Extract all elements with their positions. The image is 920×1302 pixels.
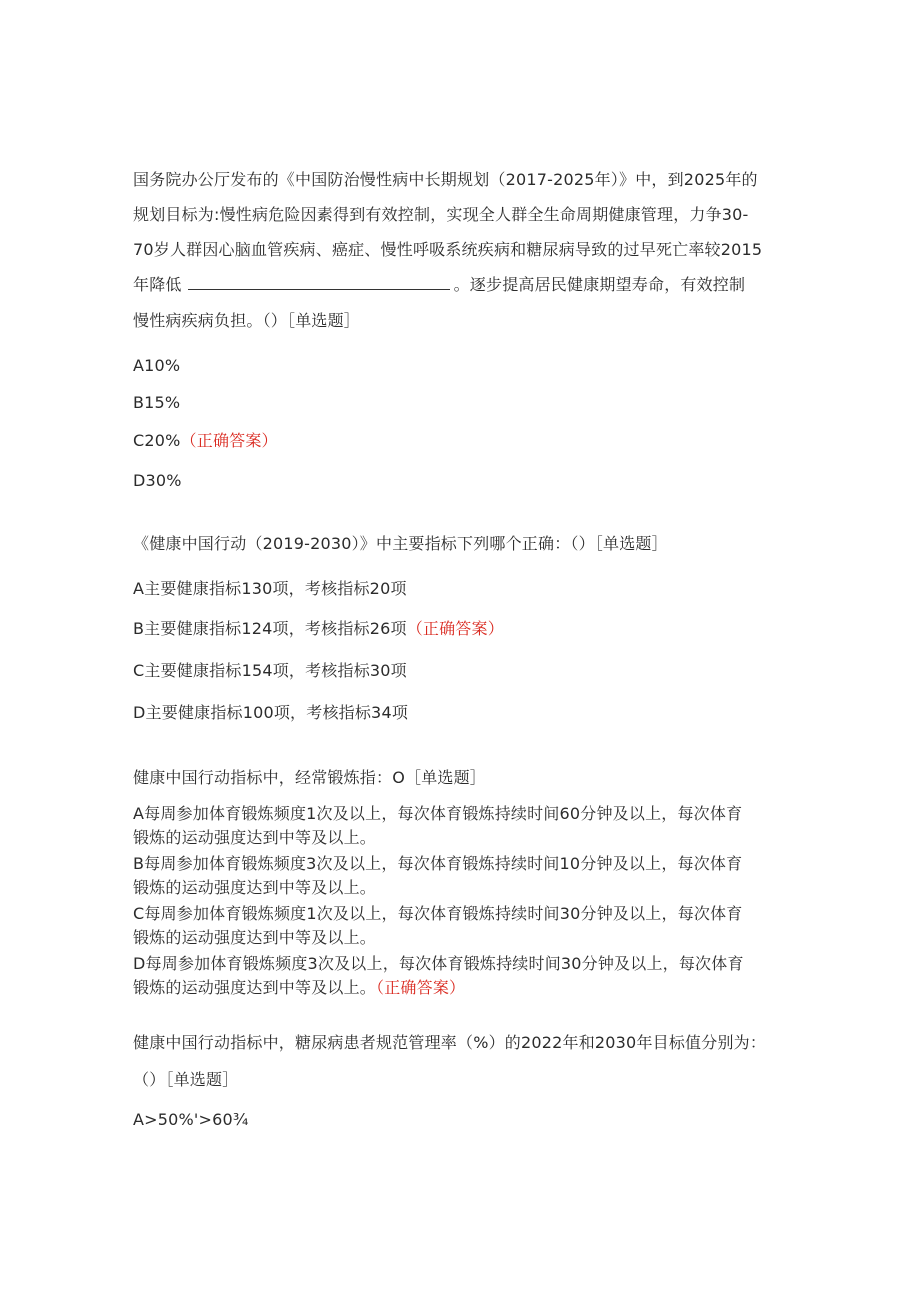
fill-in-blank-line — [188, 275, 450, 290]
correct-answer-mark: （正确答案） — [180, 431, 278, 450]
q1-option-a: A10% — [133, 356, 181, 375]
q2-option-d: D主要健康指标100项，考核指标34项 — [133, 703, 409, 722]
correct-answer-mark: （正确答案） — [406, 619, 504, 638]
q1-stem-line-3: 70岁人群因心脑血管疾病、癌症、慢性呼吸系统疾病和糖尿病导致的过早死亡率较2015 — [133, 240, 763, 259]
q1-stem-line-4 — [133, 274, 745, 296]
q3-option-d-line-2 — [133, 977, 465, 999]
q1-option-b: B15% — [133, 393, 181, 412]
q1-stem-line-5: 慢性病疾病负担。（）［单选题］ — [133, 311, 361, 330]
q4-stem-line-1: 健康中国行动指标中，糖尿病患者规范管理率（%）的2022年和2030年目标值分别为： — [133, 1033, 767, 1052]
q1-option-c-text: C20% — [133, 431, 181, 450]
q3-option-c-line-2: 锻炼的运动强度达到中等及以上。 — [133, 928, 377, 947]
q1-stem-line-2: 规划目标为:慢性病危险因素得到有效控制，实现全人群全生命周期健康管理，力争30- — [133, 205, 749, 224]
q4-option-a: A>50%'>60¾ — [133, 1110, 249, 1129]
q2-option-b — [133, 618, 504, 640]
q3-option-d-line-1: D每周参加体育锻炼频度3次及以上，每次体育锻炼持续时间30分钟及以上，每次体育 — [133, 954, 744, 973]
q2-option-b-text: B主要健康指标124项，考核指标26项 — [133, 619, 407, 638]
q2-option-c: C主要健康指标154项，考核指标30项 — [133, 661, 407, 680]
q1-option-c — [133, 430, 278, 452]
q3-stem: 健康中国行动指标中，经常锻炼指：O［单选题］ — [133, 768, 486, 787]
q1-stem-line-1: 国务院办公厅发布的《中国防治慢性病中长期规划（2017-2025年）》中，到2025年的 — [133, 170, 758, 189]
q2-option-a: A主要健康指标130项，考核指标20项 — [133, 579, 407, 598]
q3-option-b-line-1: B每周参加体育锻炼频度3次及以上，每次体育锻炼持续时间10分钟及以上，每次体育 — [133, 854, 743, 873]
q3-option-a-line-2: 锻炼的运动强度达到中等及以上。 — [133, 828, 377, 847]
q1-stem-text-after-blank: 。逐步提高居民健康期望寿命，有效控制 — [453, 275, 746, 294]
correct-answer-mark: （正确答案） — [376, 978, 466, 997]
q2-stem: 《健康中国行动（2019-2030）》中主要指标下列哪个正确：（）［单选题］ — [133, 534, 668, 553]
q1-stem-text-before-blank: 年降低 — [133, 275, 182, 294]
q3-option-b-line-2: 锻炼的运动强度达到中等及以上。 — [133, 878, 377, 897]
q3-option-d-text: 锻炼的运动强度达到中等及以上。 — [133, 978, 377, 997]
q3-option-c-line-1: C每周参加体育锻炼频度1次及以上，每次体育锻炼持续时间30分钟及以上，每次体育 — [133, 904, 743, 923]
q3-option-a-line-1: A每周参加体育锻炼频度1次及以上，每次体育锻炼持续时间60分钟及以上，每次体育 — [133, 804, 743, 823]
q4-stem-line-2: （）［单选题］ — [133, 1070, 239, 1089]
q1-option-d: D30% — [133, 471, 182, 490]
